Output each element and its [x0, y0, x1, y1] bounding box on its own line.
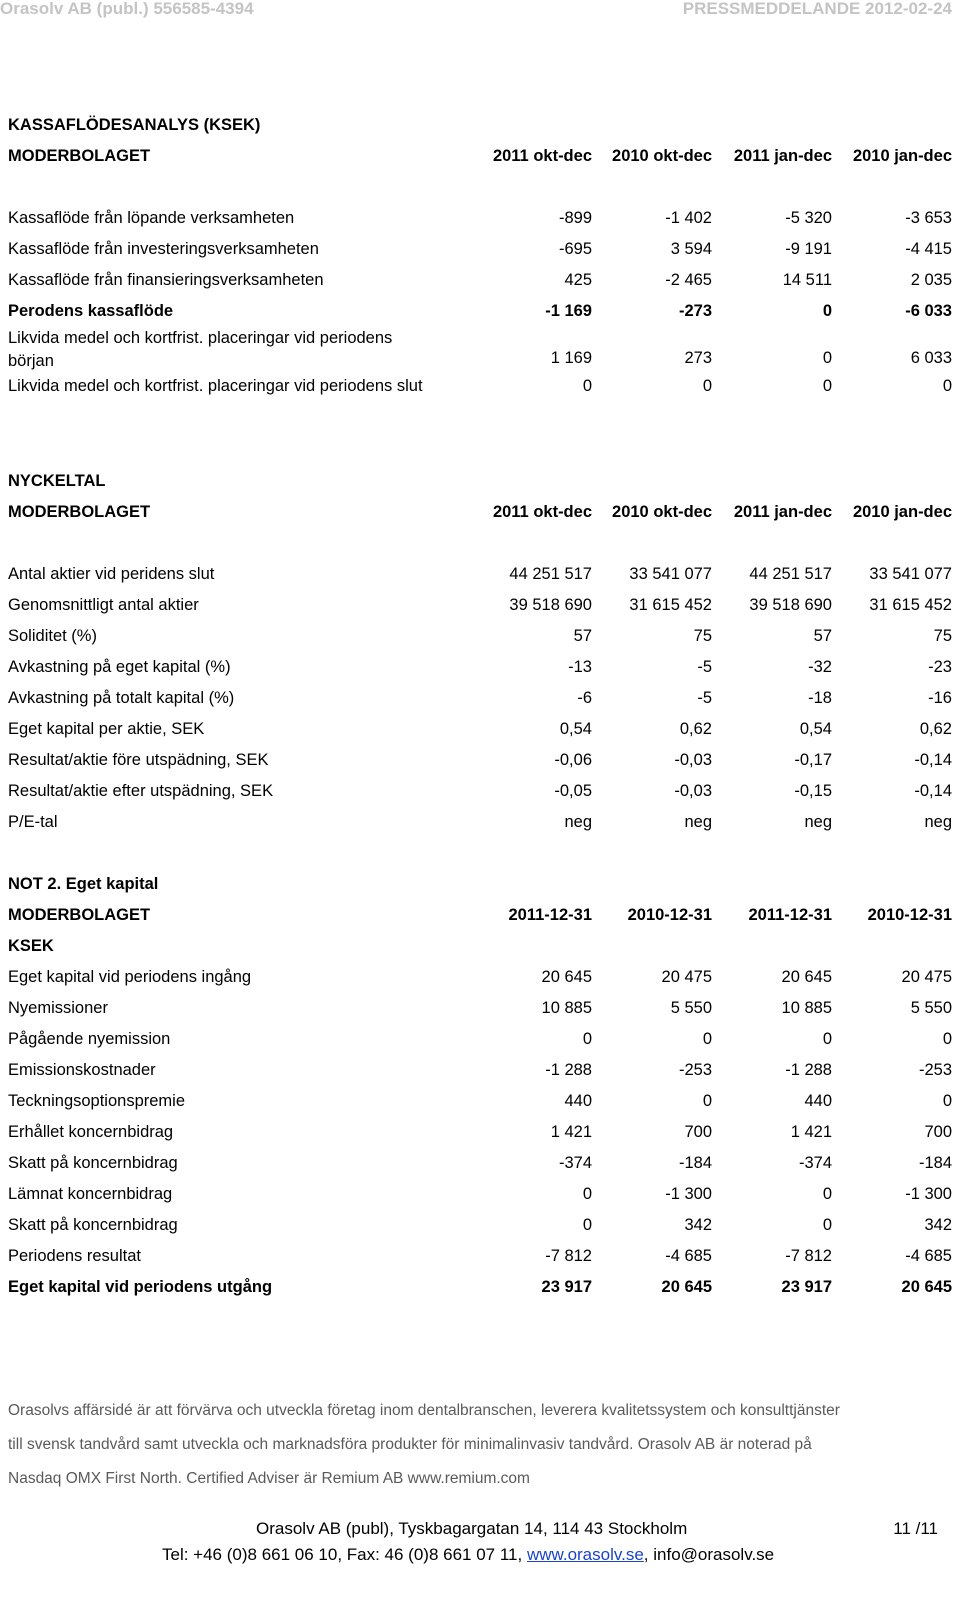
row-label: Avkastning på eget kapital (%) [8, 658, 231, 676]
row-label: Skatt på koncernbidrag [8, 1216, 178, 1234]
table-row [0, 714, 960, 745]
row-label: Resultat/aktie efter utspädning, SEK [8, 782, 274, 800]
cell: -695 [558, 240, 592, 258]
cell: 0 [942, 377, 952, 395]
table-row [0, 203, 960, 234]
cell: -6 [577, 689, 592, 707]
cell: 31 615 452 [629, 596, 712, 614]
cell: 0 [822, 1030, 832, 1048]
cell: 5 550 [910, 999, 952, 1017]
table-row [0, 1179, 960, 1210]
table-row [0, 327, 960, 371]
cell: 2 035 [910, 271, 952, 289]
unit-row [0, 931, 960, 962]
cell: 342 [924, 1216, 952, 1234]
cell: 20 475 [661, 968, 712, 986]
cell: -5 [697, 689, 712, 707]
row-label: Antal aktier vid peridens slut [8, 565, 215, 583]
cell: 6 033 [910, 349, 952, 367]
cell: 57 [813, 627, 832, 645]
contact-phone-fax: Tel: +46 (0)8 661 06 10, Fax: 46 (0)8 661 07 11, [162, 1545, 527, 1564]
column-header: 2010-12-31 [627, 906, 712, 924]
cell: 0 [702, 1092, 712, 1110]
cell: -0,06 [554, 751, 592, 769]
row-label: Genomsnittligt antal aktier [8, 596, 199, 614]
row-label: Pågående nyemission [8, 1030, 171, 1048]
table-row [0, 621, 960, 652]
cell: neg [804, 813, 832, 831]
table-row [0, 1024, 960, 1055]
cell: -273 [678, 302, 712, 320]
cell: 0 [582, 377, 592, 395]
cell: 700 [924, 1123, 952, 1141]
section-title [0, 110, 960, 141]
cell: 39 518 690 [509, 596, 592, 614]
footer-description [8, 1394, 952, 1496]
cell: 23 917 [781, 1278, 832, 1296]
row-label: Kassaflöde från löpande verksamheten [8, 209, 295, 227]
row-label: Resultat/aktie före utspädning, SEK [8, 751, 269, 769]
cell: -13 [568, 658, 592, 676]
cell: 0,54 [799, 720, 832, 738]
row-label: Teckningsoptionspremie [8, 1092, 186, 1110]
equity-section [0, 869, 960, 1303]
column-header: 2011 jan-dec [733, 503, 832, 521]
cell: -2 465 [665, 271, 712, 289]
cell: -4 685 [665, 1247, 712, 1265]
cell: -184 [678, 1154, 712, 1172]
cell: -184 [918, 1154, 952, 1172]
cell: 342 [684, 1216, 712, 1234]
section-title [0, 869, 960, 900]
table-row [0, 652, 960, 683]
cell: -374 [798, 1154, 832, 1172]
cell: 0 [702, 377, 712, 395]
column-header: 2010 okt-dec [612, 147, 712, 165]
column-header: 2011 okt-dec [492, 147, 592, 165]
cell: neg [924, 813, 952, 831]
company-address: Orasolv AB (publ), Tyskbagargatan 14, 114 43 Stockholm [256, 1519, 688, 1538]
table-row [0, 590, 960, 621]
cell: -18 [808, 689, 832, 707]
company-label: MODERBOLAGET [8, 503, 151, 521]
cell: 20 645 [781, 968, 832, 986]
cell: 0 [822, 302, 832, 320]
cell: 0,62 [679, 720, 712, 738]
row-label: Emissionskostnader [8, 1061, 156, 1079]
table-row [0, 807, 960, 838]
header-press-release: PRESSMEDDELANDE 2012-02-24 [682, 0, 952, 18]
equity-title: NOT 2. Eget kapital [8, 875, 159, 893]
cell: 20 645 [541, 968, 592, 986]
table-row [0, 1086, 960, 1117]
cell: 44 251 517 [749, 565, 832, 583]
cell: 0 [582, 1185, 592, 1203]
cell: 1 421 [790, 1123, 832, 1141]
cell: -374 [558, 1154, 592, 1172]
cell: 5 550 [670, 999, 712, 1017]
cell: 75 [693, 627, 712, 645]
cell: 23 917 [541, 1278, 592, 1296]
cell: 0 [822, 349, 832, 367]
cell: 33 541 077 [629, 565, 712, 583]
cell: 57 [573, 627, 592, 645]
cashflow-section [0, 110, 960, 402]
cell: 440 [804, 1092, 832, 1110]
column-header: 2011 jan-dec [733, 147, 832, 165]
row-label: Erhållet koncernbidrag [8, 1123, 174, 1141]
cell: neg [684, 813, 712, 831]
cell: 14 511 [782, 271, 832, 289]
cell: -0,14 [914, 751, 952, 769]
table-row [0, 993, 960, 1024]
column-header: 2010 jan-dec [852, 147, 952, 165]
table-row-total [0, 296, 960, 327]
row-label: Kassaflöde från investeringsverksamheten [8, 240, 319, 258]
table-row [0, 1148, 960, 1179]
cell: -1 300 [905, 1185, 952, 1203]
column-header: 2010-12-31 [867, 906, 952, 924]
row-label: Avkastning på totalt kapital (%) [8, 689, 235, 707]
cell: -5 [697, 658, 712, 676]
row-label: Perodens kassaflöde [8, 302, 174, 320]
row-label: Eget kapital per aktie, SEK [8, 720, 205, 738]
cell: -4 685 [905, 1247, 952, 1265]
table-row [0, 776, 960, 807]
cell: 44 251 517 [509, 565, 592, 583]
cell: -0,17 [794, 751, 832, 769]
cell: 273 [684, 349, 712, 367]
cell: -1 300 [665, 1185, 712, 1203]
row-label: Skatt på koncernbidrag [8, 1154, 178, 1172]
cell: -23 [928, 658, 952, 676]
cell: 20 645 [901, 1278, 952, 1296]
footer-line: till svensk tandvård samt utveckla och marknadsföra produkter för minimalinvasiv tandvård. Orasolv AB är noterad på [8, 1436, 812, 1453]
cell: 20 475 [901, 968, 952, 986]
table-row [0, 1117, 960, 1148]
cell: 0 [942, 1092, 952, 1110]
cell: -0,15 [794, 782, 832, 800]
cell: 39 518 690 [749, 596, 832, 614]
cell: -7 812 [545, 1247, 592, 1265]
cell: -1 288 [785, 1061, 832, 1079]
cell: -6 033 [905, 302, 952, 320]
section-title [0, 466, 960, 497]
table-row [0, 962, 960, 993]
cell: 10 885 [541, 999, 592, 1017]
column-header: 2011 okt-dec [492, 503, 592, 521]
table-row-total [0, 1272, 960, 1303]
table-row [0, 1055, 960, 1086]
cell: -0,03 [674, 751, 712, 769]
cell: 10 885 [781, 999, 832, 1017]
cell: 0 [582, 1030, 592, 1048]
table-row [0, 1241, 960, 1272]
cell: 0 [822, 1216, 832, 1234]
cell: neg [564, 813, 592, 831]
column-header: 2010 jan-dec [852, 503, 952, 521]
row-label: Likvida medel och kortfrist. placeringar vid periodens början [8, 329, 393, 370]
page-number: 11 /11 [893, 1519, 938, 1538]
cell: 425 [564, 271, 592, 289]
cell: 33 541 077 [869, 565, 952, 583]
cell: -3 653 [905, 209, 952, 227]
page-header [0, 0, 960, 20]
row-label: Likvida medel och kortfrist. placeringar vid periodens slut [8, 377, 423, 395]
header-company-id: Orasolv AB (publ.) 556585-4394 [0, 0, 254, 18]
keyfigures-section [0, 466, 960, 838]
contact-email: , info@orasolv.se [643, 1545, 775, 1564]
cell: 3 594 [670, 240, 712, 258]
table-row [0, 234, 960, 265]
cell: 0 [702, 1030, 712, 1048]
cell: 0 [942, 1030, 952, 1048]
row-label: P/E-tal [8, 813, 58, 831]
cell: -4 415 [905, 240, 952, 258]
row-label: Eget kapital vid periodens ingång [8, 968, 252, 986]
table-row [0, 1210, 960, 1241]
cell: -7 812 [785, 1247, 832, 1265]
cell: -899 [558, 209, 592, 227]
column-header: 2011-12-31 [748, 906, 832, 924]
table-row [0, 683, 960, 714]
company-label: MODERBOLAGET [8, 906, 151, 924]
cell: 700 [684, 1123, 712, 1141]
column-header-row [0, 497, 960, 528]
row-label: Eget kapital vid periodens utgång [8, 1278, 273, 1296]
cell: 75 [933, 627, 952, 645]
cell: 1 421 [550, 1123, 592, 1141]
cell: -1 402 [665, 209, 712, 227]
cell: 0 [822, 377, 832, 395]
cell: 31 615 452 [869, 596, 952, 614]
cell: -1 169 [545, 302, 592, 320]
cell: -0,03 [674, 782, 712, 800]
footer-line: Orasolvs affärsidé är att förvärva och utveckla företag inom dentalbranschen, leverera kvalitetssystem och konsulttjänster [8, 1402, 840, 1419]
row-label: Periodens resultat [8, 1247, 141, 1265]
cell: -5 320 [785, 209, 832, 227]
row-label: Nyemissioner [8, 999, 108, 1017]
company-label: MODERBOLAGET [8, 147, 151, 165]
column-header-row [0, 141, 960, 172]
cell: -0,05 [554, 782, 592, 800]
cell: -32 [808, 658, 832, 676]
cell: 0,62 [919, 720, 952, 738]
footer-line: Nasdaq OMX First North. Certified Adviser är Remium AB www.remium.com [8, 1470, 530, 1487]
cell: 440 [564, 1092, 592, 1110]
table-row [0, 265, 960, 296]
column-header: 2010 okt-dec [612, 503, 712, 521]
column-header-row [0, 900, 960, 931]
row-label: Soliditet (%) [8, 627, 97, 645]
contact-line [162, 1545, 774, 1565]
cell: -1 288 [545, 1061, 592, 1079]
cashflow-title: KASSAFLÖDESANALYS (KSEK) [8, 116, 261, 134]
cell: -0,14 [914, 782, 952, 800]
row-label: Kassaflöde från finansieringsverksamheten [8, 271, 324, 289]
row-label: Lämnat koncernbidrag [8, 1185, 173, 1203]
cell: 0,54 [559, 720, 592, 738]
cell: 0 [822, 1185, 832, 1203]
keyfigures-title: NYCKELTAL [8, 472, 106, 490]
cell: 0 [582, 1216, 592, 1234]
cell: -9 191 [785, 240, 832, 258]
cell: 20 645 [661, 1278, 712, 1296]
cell: 1 169 [550, 349, 592, 367]
table-row [0, 745, 960, 776]
column-header: 2011-12-31 [508, 906, 592, 924]
cell: -253 [678, 1061, 712, 1079]
cell: -253 [918, 1061, 952, 1079]
table-row [0, 371, 960, 402]
table-row [0, 559, 960, 590]
cell: -16 [928, 689, 952, 707]
unit-label: KSEK [8, 937, 54, 955]
website-link[interactable]: www.orasolv.se [526, 1545, 644, 1564]
